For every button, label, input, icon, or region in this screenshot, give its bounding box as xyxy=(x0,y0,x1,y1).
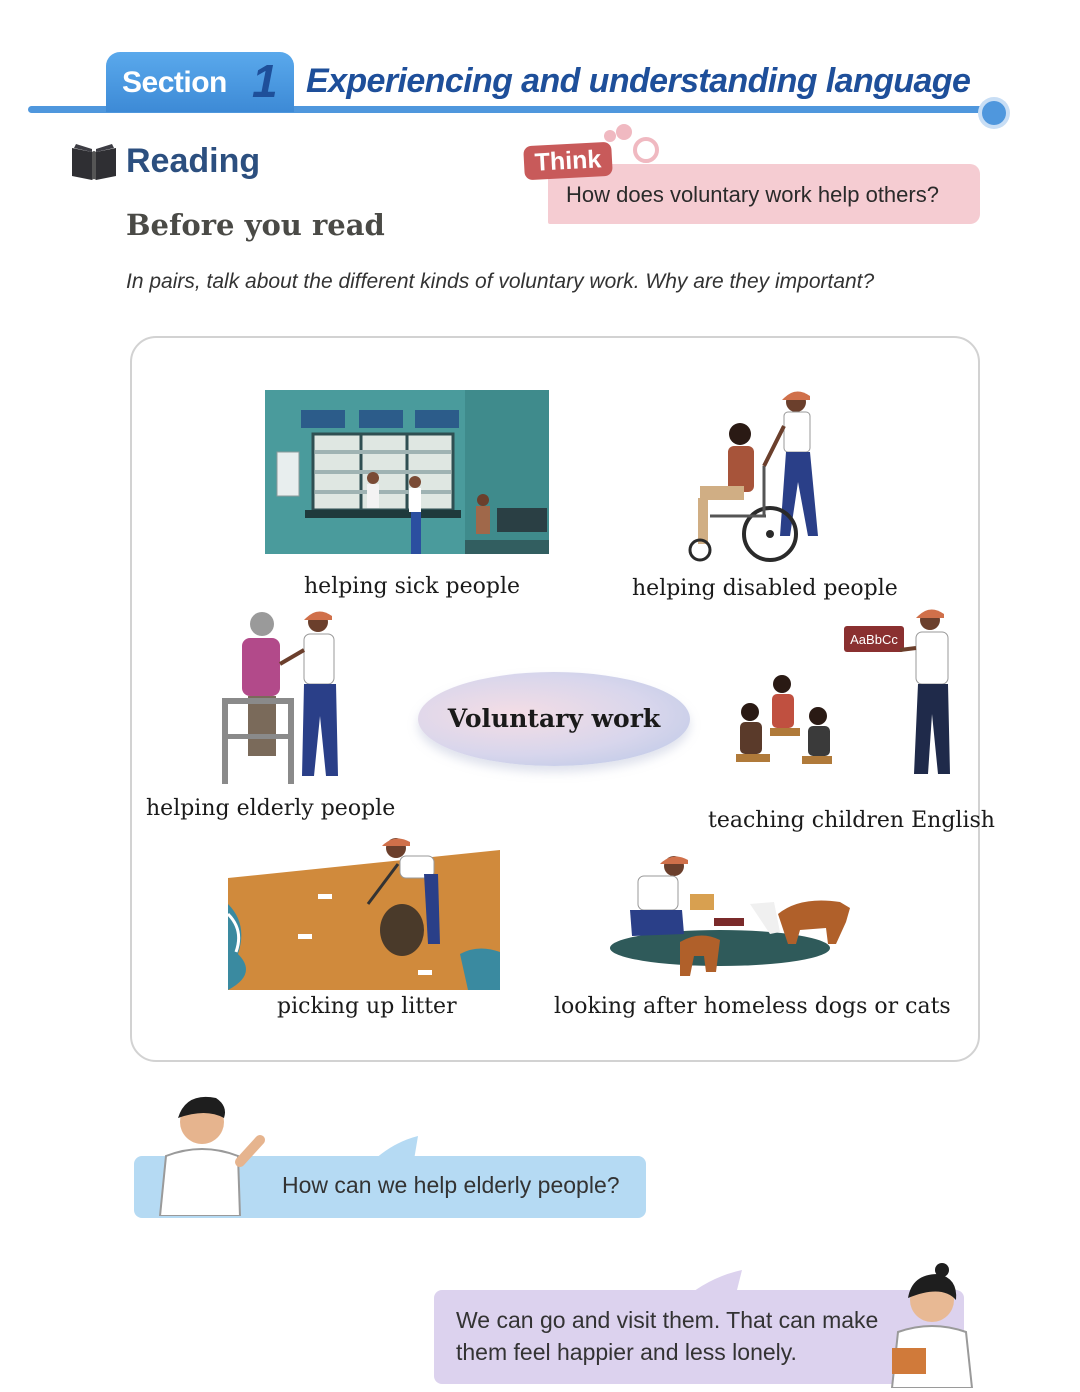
think-label: Think xyxy=(523,142,613,181)
section-title: Experiencing and understanding language xyxy=(306,62,971,100)
boy-avatar xyxy=(156,1092,272,1216)
teaching-children-illustration xyxy=(732,604,964,804)
caption-looking-after-homeless-animals: looking after homeless dogs or cats xyxy=(554,994,951,1019)
caption-helping-disabled-people: helping disabled people xyxy=(632,576,898,601)
section-tab xyxy=(106,52,294,112)
girl-avatar xyxy=(882,1262,978,1388)
caption-helping-sick-people: helping sick people xyxy=(304,574,521,599)
caption-helping-elderly-people: helping elderly people xyxy=(146,796,396,821)
voluntary-work-label: Voluntary work xyxy=(447,704,661,733)
section-word: Section xyxy=(122,66,227,99)
speech-bubble-tail xyxy=(690,1270,746,1294)
caption-picking-up-litter: picking up litter xyxy=(277,994,457,1019)
dialogue-question: How can we help elderly people? xyxy=(282,1172,620,1198)
instruction-text: In pairs, talk about the different kinds of voluntary work. Why are they important? xyxy=(126,270,875,293)
reading-title: Reading xyxy=(126,142,261,180)
section-header-dot xyxy=(982,101,1006,125)
elderly-walker-illustration xyxy=(218,606,354,788)
hospital-scene-illustration xyxy=(265,390,549,554)
before-you-read-heading: Before you read xyxy=(126,208,385,242)
caption-teaching-children-english: teaching children English xyxy=(708,808,995,833)
wheelchair-scene-illustration xyxy=(670,386,850,562)
speech-bubble-tail xyxy=(374,1136,434,1160)
beach-litter-illustration xyxy=(228,834,500,990)
book-icon xyxy=(68,140,120,182)
feeding-dogs-illustration xyxy=(610,852,858,986)
think-question: How does voluntary work help others? xyxy=(566,182,939,207)
chalkboard-text: AaBbCc xyxy=(850,632,898,647)
section-number: 1 xyxy=(252,55,278,107)
dialogue-answer: We can go and visit them. That can make them feel happier and less lonely. xyxy=(456,1307,879,1365)
